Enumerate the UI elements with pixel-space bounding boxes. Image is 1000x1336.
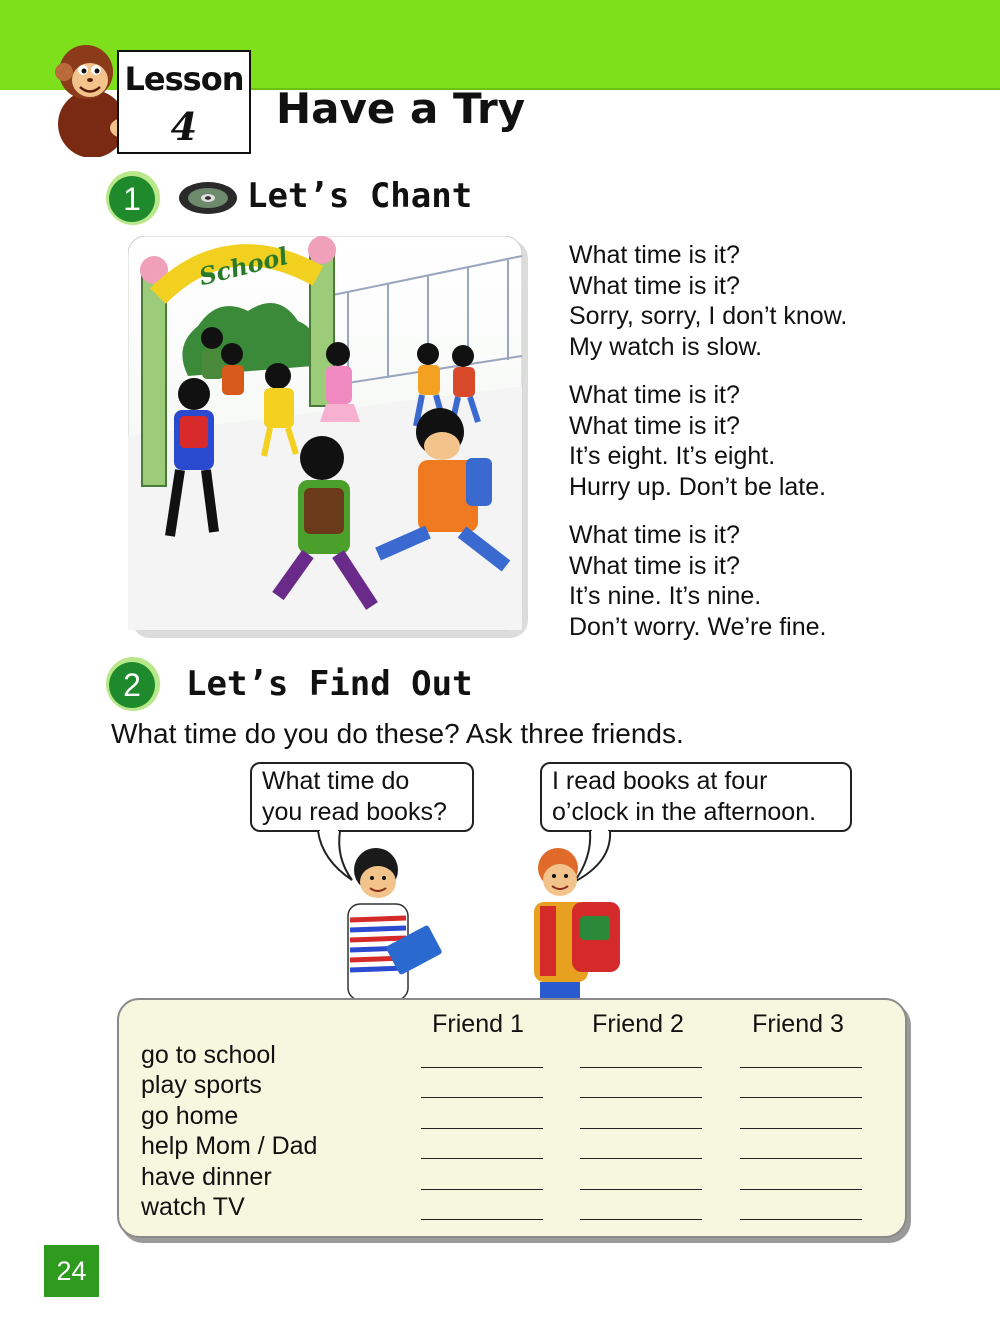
activity-row-label: watch TV bbox=[141, 1193, 245, 1221]
lesson-number: 4 bbox=[170, 104, 198, 149]
section-1-number: 1 bbox=[123, 181, 141, 217]
bubble-line: you read books? bbox=[262, 798, 447, 826]
answer-blank[interactable] bbox=[740, 1067, 862, 1068]
activity-row-label: go home bbox=[141, 1102, 239, 1130]
answer-blank[interactable] bbox=[421, 1219, 543, 1220]
activity-row-label: play sports bbox=[141, 1071, 262, 1099]
chant-line: It’s nine. It’s nine. bbox=[569, 582, 762, 611]
answer-blank[interactable] bbox=[580, 1219, 702, 1220]
chant-line: What time is it? bbox=[569, 521, 740, 549]
answer-blank[interactable] bbox=[580, 1097, 702, 1098]
bubble-line: I read books at four bbox=[552, 767, 768, 795]
answer-blank[interactable] bbox=[740, 1219, 862, 1220]
chant-line: What time is it? bbox=[569, 241, 740, 269]
chant-line: It’s eight. It’s eight. bbox=[569, 442, 776, 471]
answer-blank[interactable] bbox=[580, 1189, 702, 1190]
boy-with-book-illustration bbox=[330, 848, 446, 1000]
answer-blank[interactable] bbox=[421, 1189, 543, 1190]
page-number-box bbox=[44, 1245, 99, 1297]
answer-blank[interactable] bbox=[421, 1067, 543, 1068]
chant-line: My watch is slow. bbox=[569, 332, 763, 361]
section-2-badge bbox=[105, 656, 161, 712]
answer-blank[interactable] bbox=[421, 1128, 543, 1129]
chant-stanza-3 bbox=[569, 520, 826, 642]
activity-row-label: have dinner bbox=[141, 1163, 272, 1191]
chant-line: Don’t worry. We’re fine. bbox=[569, 612, 827, 641]
chant-line: Sorry, sorry, I don’t know. bbox=[569, 302, 848, 331]
chant-line: What time is it? bbox=[569, 411, 740, 440]
answer-blank[interactable] bbox=[740, 1158, 862, 1159]
chant-stanza-1 bbox=[569, 240, 847, 362]
section-1-badge bbox=[105, 170, 161, 226]
chant-stanza-2 bbox=[569, 380, 826, 502]
boy-with-backpack-illustration bbox=[520, 846, 624, 1000]
section-1-title: Let’s Chant bbox=[247, 176, 473, 216]
answer-blank[interactable] bbox=[580, 1067, 702, 1068]
answer-blank[interactable] bbox=[421, 1158, 543, 1159]
chant-line: What time is it? bbox=[569, 381, 740, 409]
column-header-friend-2: Friend 2 bbox=[592, 1010, 684, 1038]
activity-row-label: go to school bbox=[141, 1041, 276, 1069]
answer-blank[interactable] bbox=[580, 1128, 702, 1129]
lesson-label: Lesson bbox=[124, 60, 244, 98]
cd-audio-icon[interactable] bbox=[178, 180, 240, 216]
school-sign-text: School bbox=[196, 241, 291, 292]
answer-blank[interactable] bbox=[740, 1097, 862, 1098]
bubble-line: What time do bbox=[262, 767, 410, 795]
section-2-number: 2 bbox=[123, 667, 141, 703]
chant-line: Hurry up. Don’t be late. bbox=[569, 472, 827, 501]
activity-row-label: help Mom / Dad bbox=[141, 1132, 318, 1160]
speech-bubble-question bbox=[250, 762, 474, 832]
page-title: Have a Try bbox=[276, 84, 526, 133]
bubble-line: o’clock in the afternoon. bbox=[552, 798, 817, 826]
school-gate-illustration bbox=[128, 236, 530, 640]
answer-blank[interactable] bbox=[740, 1189, 862, 1190]
column-header-friend-3: Friend 3 bbox=[752, 1010, 844, 1038]
lesson-card bbox=[117, 50, 251, 154]
chant-line: What time is it? bbox=[569, 551, 740, 580]
section-2-title: Let’s Find Out bbox=[186, 664, 473, 704]
page-number: 24 bbox=[56, 1256, 87, 1286]
speech-bubble-answer bbox=[540, 762, 852, 832]
column-header-friend-1: Friend 1 bbox=[432, 1010, 524, 1038]
chant-line: What time is it? bbox=[569, 271, 740, 300]
activity-instruction: What time do you do these? Ask three friends. bbox=[111, 718, 684, 749]
answer-blank[interactable] bbox=[421, 1097, 543, 1098]
answer-blank[interactable] bbox=[740, 1128, 862, 1129]
answer-blank[interactable] bbox=[580, 1158, 702, 1159]
